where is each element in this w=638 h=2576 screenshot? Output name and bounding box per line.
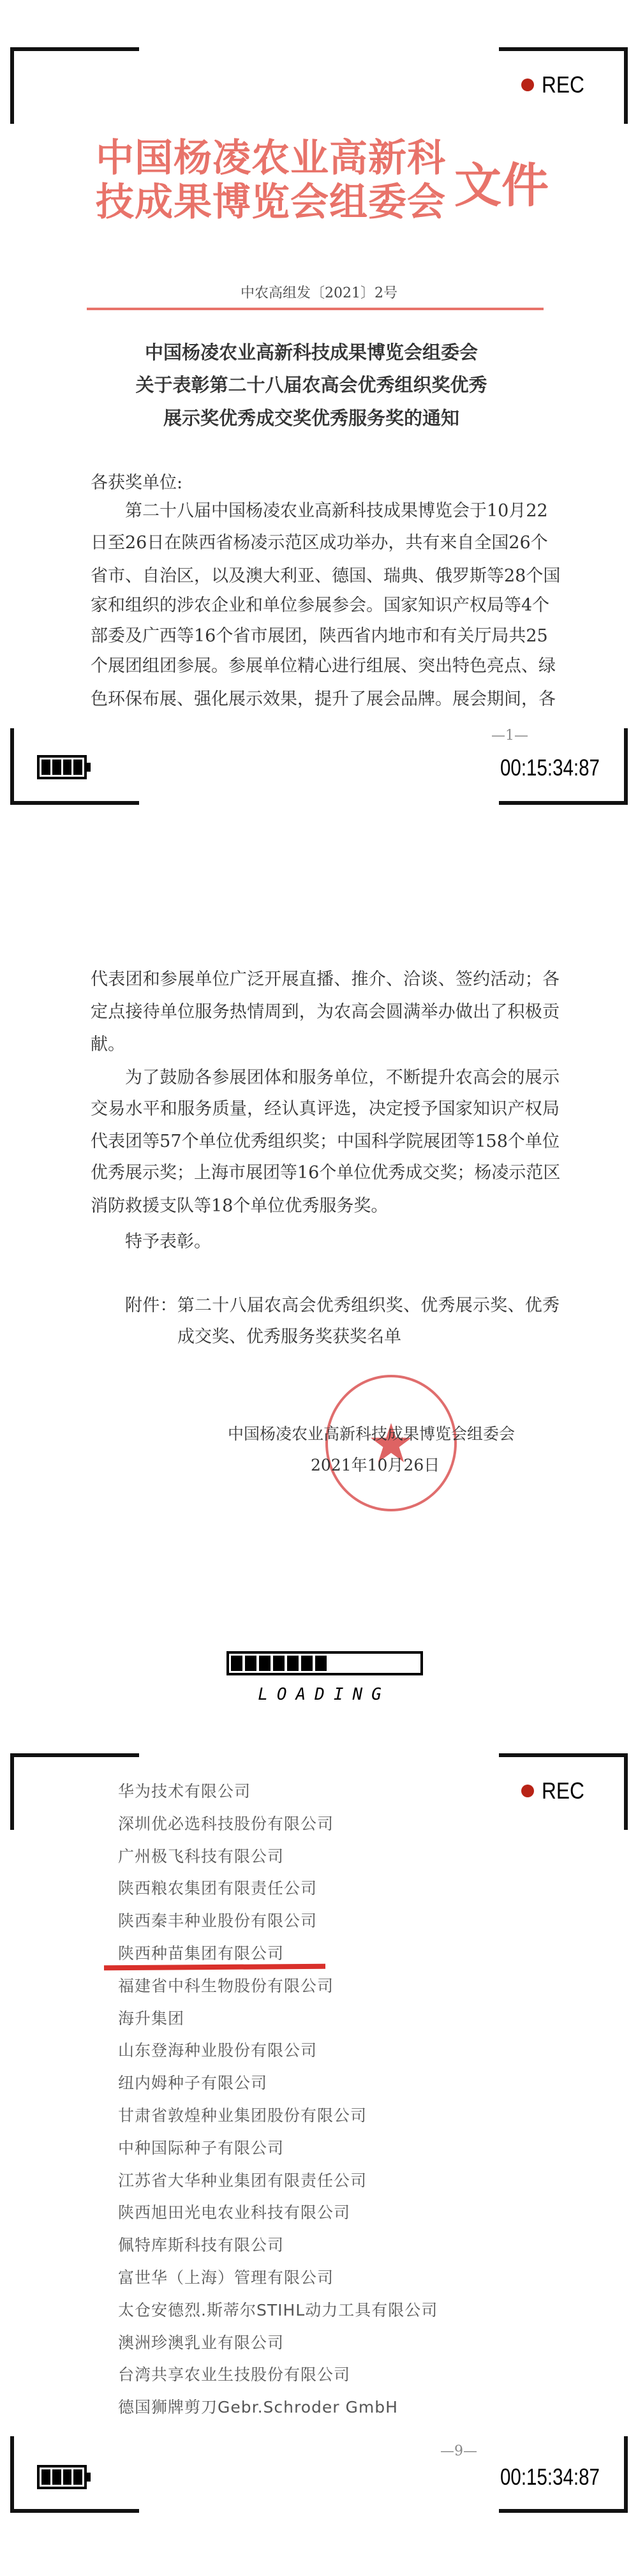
battery-icon <box>37 2465 87 2489</box>
notice-title-line: 展示奖优秀成交奖优秀服务奖的通知 <box>163 407 459 429</box>
document-header-line2: 技成果博览会组委会 <box>96 180 446 225</box>
rec-indicator <box>521 1778 590 1804</box>
company-list-item: 太仓安德烈.斯蒂尔STIHL动力工具有限公司 <box>118 2300 438 2319</box>
company-list-item: 富世华（上海）管理有限公司 <box>118 2268 334 2287</box>
rec-indicator <box>521 71 590 98</box>
company-list-item: 台湾共享农业生技股份有限公司 <box>118 2365 351 2385</box>
company-list-item: 佩特库斯科技有限公司 <box>118 2236 285 2255</box>
attachment-line: 成交奖、优秀服务奖获奖名单 <box>177 1327 401 1347</box>
document-header-line1: 中国杨凌农业高新科 <box>96 136 446 181</box>
body-line: 特予表彰。 <box>125 1232 211 1252</box>
body-line: 代表团等57个单位优秀组织奖；中国科学院展团等158个单位 <box>91 1132 560 1151</box>
notice-title-line: 中国杨凌农业高新科技成果博览会组委会 <box>144 341 478 363</box>
company-list-item: 甘肃省敦煌种业集团股份有限公司 <box>118 2106 367 2125</box>
body-line: 家和组织的涉农企业和单位参展参会。国家知识产权局等4个 <box>91 595 550 615</box>
company-list-item: 海升集团 <box>118 2009 185 2028</box>
rec-label: REC <box>542 71 584 98</box>
loading-label: LOADING <box>258 1685 390 1704</box>
company-list-item: 纽内姆种子有限公司 <box>118 2074 268 2093</box>
record-dot-icon <box>521 1785 534 1797</box>
document-header-suffix: 文件 <box>454 158 549 213</box>
company-list-item: 陕西粮农集团有限责任公司 <box>118 1879 318 1898</box>
timestamp: 00:15:34:87 <box>500 754 600 781</box>
company-list-item: 深圳优必选科技股份有限公司 <box>118 1814 334 1833</box>
body-line: 优秀展示奖；上海市展团等16个单位优秀成交奖；杨凌示范区 <box>91 1163 561 1183</box>
company-list-item: 中种国际种子有限公司 <box>118 2138 285 2157</box>
signature-organization: 中国杨凌农业高新科技成果博览会组委会 <box>228 1425 516 1443</box>
body-line: 个展团组团参展。参展单位精心进行组展、突出特色亮点、绿 <box>91 656 556 676</box>
record-dot-icon <box>521 79 534 91</box>
page-number: —9— <box>440 2443 477 2459</box>
company-list-item: 陕西旭田光电农业科技有限公司 <box>118 2203 351 2222</box>
rec-label: REC <box>542 1778 584 1804</box>
document-number: 中农高组发〔2021〕2号 <box>241 285 397 301</box>
battery-icon <box>37 755 87 779</box>
company-list-item: 德国狮牌剪刀Gebr.Schroder GmbH <box>118 2398 398 2417</box>
body-line: 交易水平和服务质量，经认真评选，决定授予国家知识产权局 <box>91 1099 560 1119</box>
company-list-item: 澳洲珍澳乳业有限公司 <box>118 2333 285 2352</box>
body-line: 代表团和参展单位广泛开展直播、推介、洽谈、签约活动；各 <box>91 970 560 989</box>
body-line: 色环保布展、强化展示效果，提升了展会品牌。展会期间，各 <box>91 689 556 709</box>
body-line: 省市、自治区，以及澳大利亚、德国、瑞典、俄罗斯等28个国 <box>91 566 561 586</box>
header-divider <box>87 308 544 310</box>
company-list-item: 华为技术有限公司 <box>118 1782 251 1801</box>
company-list-item: 山东登海种业股份有限公司 <box>118 2041 318 2060</box>
company-list-item: 陕西秦丰种业股份有限公司 <box>118 1912 318 1931</box>
body-line: 为了鼓励各参展团体和服务单位，不断提升农高会的展示 <box>125 1068 560 1088</box>
salutation: 各获奖单位: <box>91 473 183 493</box>
body-line: 部委及广西等16个省市展团，陕西省内地市和有关厅局共25 <box>91 626 548 646</box>
company-list-item: 江苏省大华种业集团有限责任公司 <box>118 2171 367 2190</box>
company-list-item: 福建省中科生物股份有限公司 <box>118 1976 334 1995</box>
body-line: 消防救援支队等18个单位优秀服务奖。 <box>91 1196 389 1216</box>
company-list-item: 广州极飞科技有限公司 <box>118 1846 285 1866</box>
body-line: 第二十八届中国杨凌农业高新科技成果博览会于10月22 <box>125 501 548 521</box>
loading-progress-bar <box>226 1651 423 1675</box>
timestamp: 00:15:34:87 <box>500 2464 600 2490</box>
attachment-line: 附件：第二十八届农高会优秀组织奖、优秀展示奖、优秀 <box>125 1296 560 1315</box>
highlight-underline <box>104 1964 325 1970</box>
viewfinder-corner-top-left <box>10 47 139 124</box>
body-line: 定点接待单位服务热情周到，为农高会圆满举办做出了积极贡 <box>91 1002 560 1022</box>
body-line: 献。 <box>91 1035 125 1054</box>
notice-title-line: 关于表彰第二十八届农高会优秀组织奖优秀 <box>135 374 487 396</box>
body-line: 日至26日在陕西省杨凌示范区成功举办，共有来自全国26个 <box>91 533 548 553</box>
signature-date: 2021年10月26日 <box>311 1456 440 1474</box>
company-list-item: 陕西种苗集团有限公司 <box>118 1944 285 1963</box>
page-number: —1— <box>491 728 528 744</box>
